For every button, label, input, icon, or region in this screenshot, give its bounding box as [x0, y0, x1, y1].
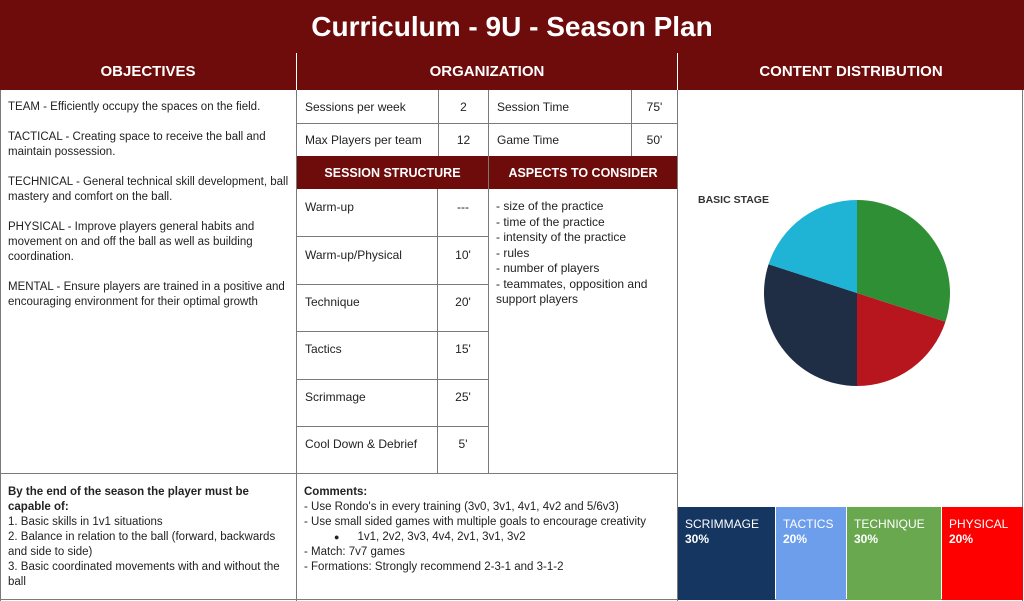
legend-label: PHYSICAL	[949, 517, 1009, 531]
session-row-time: ---	[457, 200, 469, 214]
comment-line: - Match: 7v7 games	[304, 546, 405, 558]
session-structure-header: SESSION STRUCTURE	[297, 156, 488, 189]
max-players-value: 12	[456, 133, 471, 147]
objective-mental: MENTAL - Ensure players are trained in a positive and encouraging environment for their optimal growth	[8, 281, 285, 308]
comment-line: - Use Rondo's in every training (3v0, 3v1, 4v1, 4v2 and 5/6v3)	[304, 501, 619, 513]
legend-value: 30%	[854, 532, 879, 546]
legend-label: TACTICS	[783, 517, 834, 531]
comment-bullet-line	[304, 530, 674, 545]
session-row-time: 10'	[455, 247, 471, 262]
pie-chart	[760, 196, 954, 390]
session-row-name: Warm-up	[305, 200, 354, 214]
legend-scrimmage	[678, 507, 775, 600]
session-row-name: Warm-up/Physical	[305, 247, 402, 262]
objective-physical: PHYSICAL - Improve players general habits and movement on and off the ball as well as building coordination.	[8, 221, 255, 263]
aspect-item: - rules	[496, 245, 530, 260]
aspect-item: - teammates, opposition and support players	[496, 276, 648, 306]
comments-section	[304, 485, 674, 575]
sessions-per-week-label: Sessions per week	[305, 99, 406, 114]
session-row-name: Technique	[305, 295, 360, 309]
game-time-value: 50'	[646, 133, 663, 147]
session-time-label: Session Time	[497, 99, 570, 114]
session-row-time: 5'	[458, 436, 468, 451]
end-of-season-item: 3. Basic coordinated movements with and without the ball	[8, 561, 280, 588]
session-time-value: 75'	[646, 99, 663, 114]
objective-tactical: TACTICAL - Creating space to receive the ball and maintain possession.	[8, 131, 266, 158]
max-players-label: Max Players per team	[305, 133, 422, 147]
page-title: Curriculum - 9U - Season Plan	[0, 0, 1024, 53]
aspects-list	[496, 199, 672, 308]
legend-tactics	[776, 507, 846, 600]
legend-value: 20%	[783, 532, 808, 546]
end-of-season-heading: By the end of the season the player must be capable of:	[8, 486, 249, 513]
session-row-name: Scrimmage	[305, 389, 366, 404]
comment-bullet-text: 1v1, 2v2, 3v3, 4v4, 2v1, 3v1, 3v2	[357, 531, 526, 543]
session-row-name: Tactics	[305, 342, 342, 356]
legend-label: SCRIMMAGE	[685, 517, 760, 531]
legend-label: TECHNIQUE	[854, 517, 925, 531]
objectives-list	[8, 100, 292, 325]
session-row-name: Cool Down & Debrief	[305, 436, 418, 451]
end-of-season-item: 2. Balance in relation to the ball (forward, backwards and side to side)	[8, 531, 276, 558]
chart-title: BASIC STAGE	[698, 194, 769, 206]
session-row-time: 25'	[455, 389, 471, 404]
aspect-item: - time of the practice	[496, 214, 605, 229]
legend-technique	[847, 507, 941, 600]
comments-heading: Comments:	[304, 486, 368, 498]
comment-line: - Formations: Strongly recommend 2-3-1 and 3-1-2	[304, 561, 564, 573]
end-of-season-item: 1. Basic skills in 1v1 situations	[8, 516, 163, 528]
sessions-per-week-value: 2	[460, 99, 467, 114]
end-of-season-section	[8, 485, 292, 590]
content-distribution-header: CONTENT DISTRIBUTION	[678, 53, 1024, 90]
aspect-item: - intensity of the practice	[496, 230, 627, 244]
legend-value: 30%	[685, 532, 710, 546]
comment-line: - Use small sided games with multiple goals to encourage creativity	[304, 516, 646, 528]
objective-team: TEAM - Efficiently occupy the spaces on the field.	[8, 101, 261, 113]
organization-header: ORGANIZATION	[297, 53, 677, 90]
legend-value: 20%	[949, 532, 974, 546]
objective-technical: TECHNICAL - General technical skill development, ball mastery and comfort on the ball.	[8, 176, 289, 203]
legend-physical	[942, 507, 1023, 600]
objectives-header: OBJECTIVES	[0, 53, 296, 90]
aspects-header: ASPECTS TO CONSIDER	[489, 156, 677, 189]
bullet-icon: ●	[334, 532, 340, 542]
session-row-time: 20'	[455, 295, 471, 309]
session-row-time: 15'	[455, 342, 471, 356]
game-time-label: Game Time	[497, 133, 560, 147]
aspect-item: - number of players	[496, 261, 600, 275]
aspect-item: - size of the practice	[496, 199, 604, 213]
